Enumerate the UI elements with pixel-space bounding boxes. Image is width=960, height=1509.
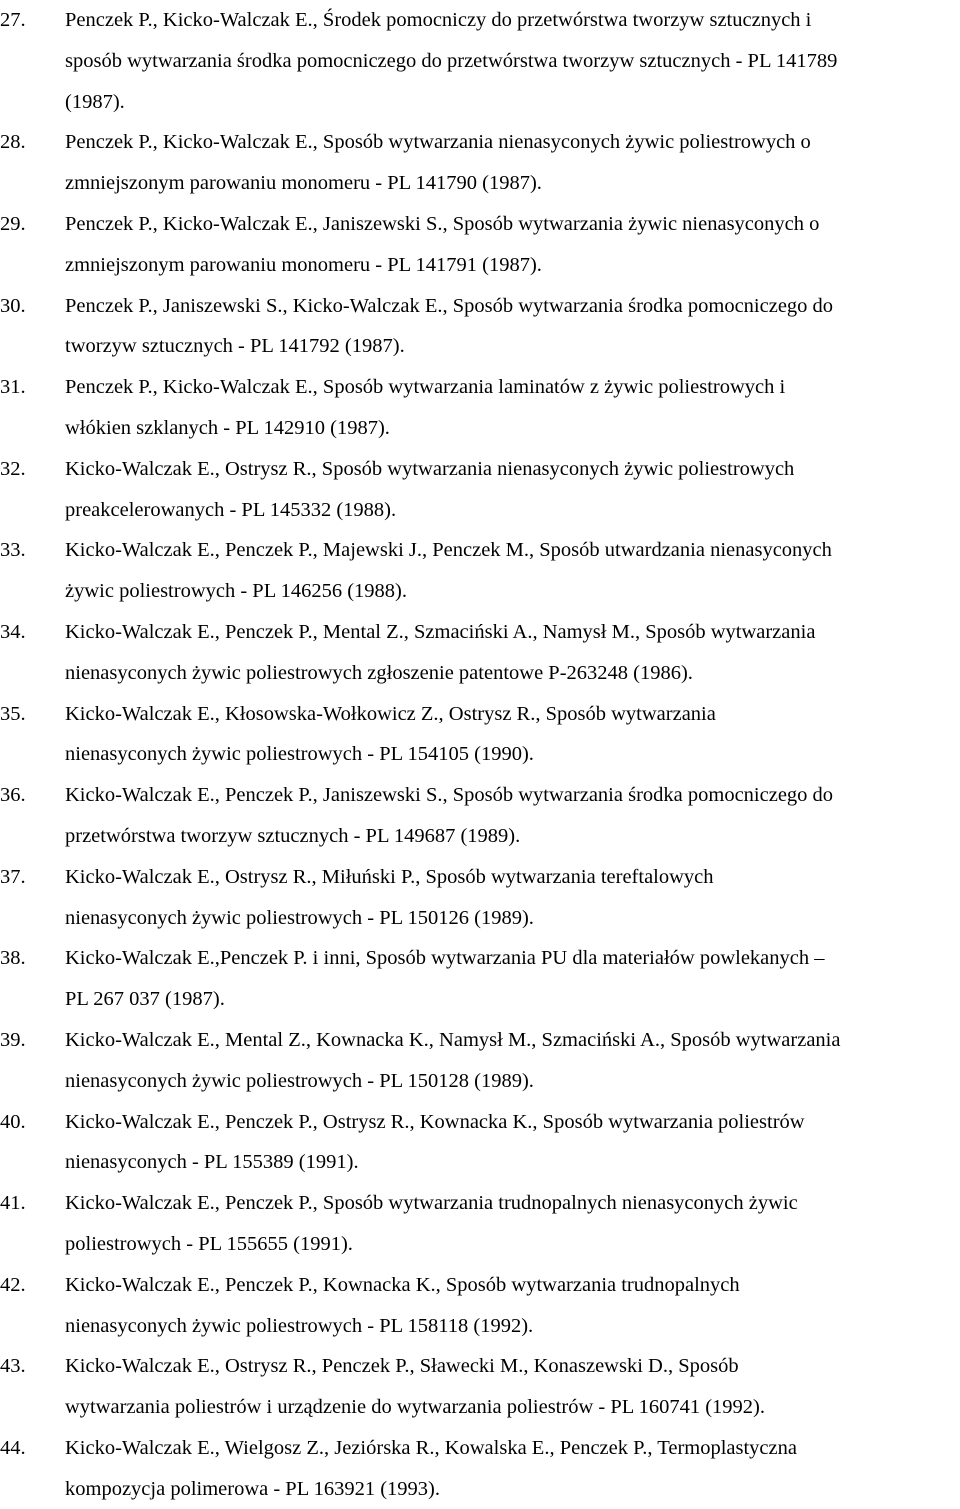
reference-text-line: Kicko-Walczak E., Penczek P., Mental Z., Szmaciński A., Namysł M., Sposób wytwarzania	[65, 620, 816, 643]
reference-text-line: Kicko-Walczak E., Wielgosz Z., Jeziórska R., Kowalska E., Penczek P., Termoplastyczna	[65, 1436, 797, 1459]
reference-text-line: preakcelerowanych - PL 145332 (1988).	[65, 498, 397, 521]
reference-item-41	[0, 1183, 960, 1265]
reference-text-line: Kicko-Walczak E., Penczek P., Kownacka K., Sposób wytwarzania trudnopalnych	[65, 1273, 740, 1296]
reference-text-line: wytwarzania poliestrów i urządzenie do wytwarzania poliestrów - PL 160741 (1992).	[65, 1396, 766, 1419]
reference-number: 28.	[0, 131, 26, 154]
reference-item-30	[0, 286, 960, 368]
reference-item-40	[0, 1102, 960, 1184]
reference-item-32	[0, 449, 960, 531]
reference-item-43	[0, 1346, 960, 1428]
reference-item-31	[0, 367, 960, 449]
reference-number: 38.	[0, 947, 26, 970]
reference-number: 36.	[0, 784, 26, 807]
reference-text-line: nienasyconych żywic poliestrowych - PL 150126 (1989).	[65, 906, 534, 929]
reference-text-line: zmniejszonym parowaniu monomeru - PL 141790 (1987).	[65, 172, 542, 195]
reference-item-29	[0, 204, 960, 286]
reference-item-28	[0, 122, 960, 204]
reference-item-38	[0, 938, 960, 1020]
reference-number: 39.	[0, 1028, 26, 1051]
reference-number: 33.	[0, 539, 26, 562]
reference-text-line: (1987).	[65, 90, 125, 113]
reference-text-line: nienasyconych żywic poliestrowych - PL 158118 (1992).	[65, 1314, 534, 1337]
reference-item-37	[0, 857, 960, 939]
reference-number: 27.	[0, 9, 26, 31]
reference-text-line: nienasyconych żywic poliestrowych - PL 154105 (1990).	[65, 743, 534, 766]
reference-text-line: nienasyconych - PL 155389 (1991).	[65, 1151, 359, 1174]
reference-item-35	[0, 694, 960, 776]
reference-text-line: Penczek P., Kicko-Walczak E., Sposób wytwarzania laminatów z żywic poliestrowych i	[65, 376, 786, 399]
reference-text-line: zmniejszonym parowaniu monomeru - PL 141791 (1987).	[65, 253, 542, 276]
reference-text-line: Kicko-Walczak E., Penczek P., Sposób wytwarzania trudnopalnych nienasyconych żywic	[65, 1192, 798, 1215]
reference-number: 40.	[0, 1110, 26, 1133]
reference-text-line: Kicko-Walczak E., Kłosowska-Wołkowicz Z., Ostrysz R., Sposób wytwarzania	[65, 702, 716, 725]
reference-number: 34.	[0, 620, 26, 643]
reference-number: 32.	[0, 457, 26, 480]
reference-number: 44.	[0, 1436, 26, 1459]
reference-item-34	[0, 612, 960, 694]
reference-text-line: Kicko-Walczak E.,Penczek P. i inni, Sposób wytwarzania PU dla materiałów powlekanych –	[65, 947, 825, 970]
reference-item-39	[0, 1020, 960, 1102]
reference-text-line: Kicko-Walczak E., Penczek P., Majewski J., Penczek M., Sposób utwardzania nienasyconych	[65, 539, 832, 562]
reference-number: 37.	[0, 865, 26, 888]
reference-text-line: PL 267 037 (1987).	[65, 988, 225, 1011]
reference-text-line: Kicko-Walczak E., Ostrysz R., Sposób wytwarzania nienasyconych żywic poliestrowych	[65, 457, 795, 480]
reference-text-line: Penczek P., Kicko-Walczak E., Janiszewski S., Sposób wytwarzania żywic nienasyconych o	[65, 212, 820, 235]
reference-text-line: Kicko-Walczak E., Penczek P., Janiszewski S., Sposób wytwarzania środka pomocniczego do	[65, 784, 834, 807]
reference-text-line: przetwórstwa tworzyw sztucznych - PL 149687 (1989).	[65, 824, 521, 847]
reference-item-33	[0, 530, 960, 612]
reference-number: 41.	[0, 1192, 26, 1215]
reference-text-line: Kicko-Walczak E., Mental Z., Kownacka K., Namysł M., Szmaciński A., Sposób wytwarzania	[65, 1028, 841, 1051]
reference-item-36	[0, 775, 960, 857]
reference-text-line: sposób wytwarzania środka pomocniczego do przetwórstwa tworzyw sztucznych - PL 141789	[65, 49, 838, 72]
reference-text-line: Penczek P., Kicko-Walczak E., Środek pomocniczy do przetwórstwa tworzyw sztucznych i	[65, 9, 812, 31]
reference-text-line: Kicko-Walczak E., Ostrysz R., Penczek P., Sławecki M., Konaszewski D., Sposób	[65, 1355, 739, 1378]
reference-number: 35.	[0, 702, 26, 725]
reference-text-line: żywic poliestrowych - PL 146256 (1988).	[65, 580, 407, 603]
reference-text-line: Kicko-Walczak E., Ostrysz R., Miłuński P., Sposób wytwarzania tereftalowych	[65, 865, 714, 888]
reference-text-line: nienasyconych żywic poliestrowych - PL 150128 (1989).	[65, 1069, 534, 1092]
reference-number: 31.	[0, 376, 26, 399]
reference-text-line: tworzyw sztucznych - PL 141792 (1987).	[65, 335, 405, 358]
reference-item-27	[0, 0, 960, 122]
reference-item-44	[0, 1428, 960, 1509]
reference-number: 43.	[0, 1355, 26, 1378]
reference-text-line: poliestrowych - PL 155655 (1991).	[65, 1232, 353, 1255]
reference-text-line: kompozycja polimerowa - PL 163921 (1993).	[65, 1477, 440, 1500]
reference-number: 30.	[0, 294, 26, 317]
reference-text-line: włókien szklanych - PL 142910 (1987).	[65, 416, 390, 439]
reference-text-line: nienasyconych żywic poliestrowych zgłoszenie patentowe P-263248 (1986).	[65, 661, 693, 684]
reference-text-line: Penczek P., Kicko-Walczak E., Sposób wytwarzania nienasyconych żywic poliestrowych o	[65, 131, 811, 154]
reference-text-line: Penczek P., Janiszewski S., Kicko-Walczak E., Sposób wytwarzania środka pomocniczego do	[65, 294, 834, 317]
reference-number: 29.	[0, 212, 26, 235]
reference-text-line: Kicko-Walczak E., Penczek P., Ostrysz R., Kownacka K., Sposób wytwarzania poliestrów	[65, 1110, 805, 1133]
reference-item-42	[0, 1265, 960, 1347]
reference-number: 42.	[0, 1273, 26, 1296]
